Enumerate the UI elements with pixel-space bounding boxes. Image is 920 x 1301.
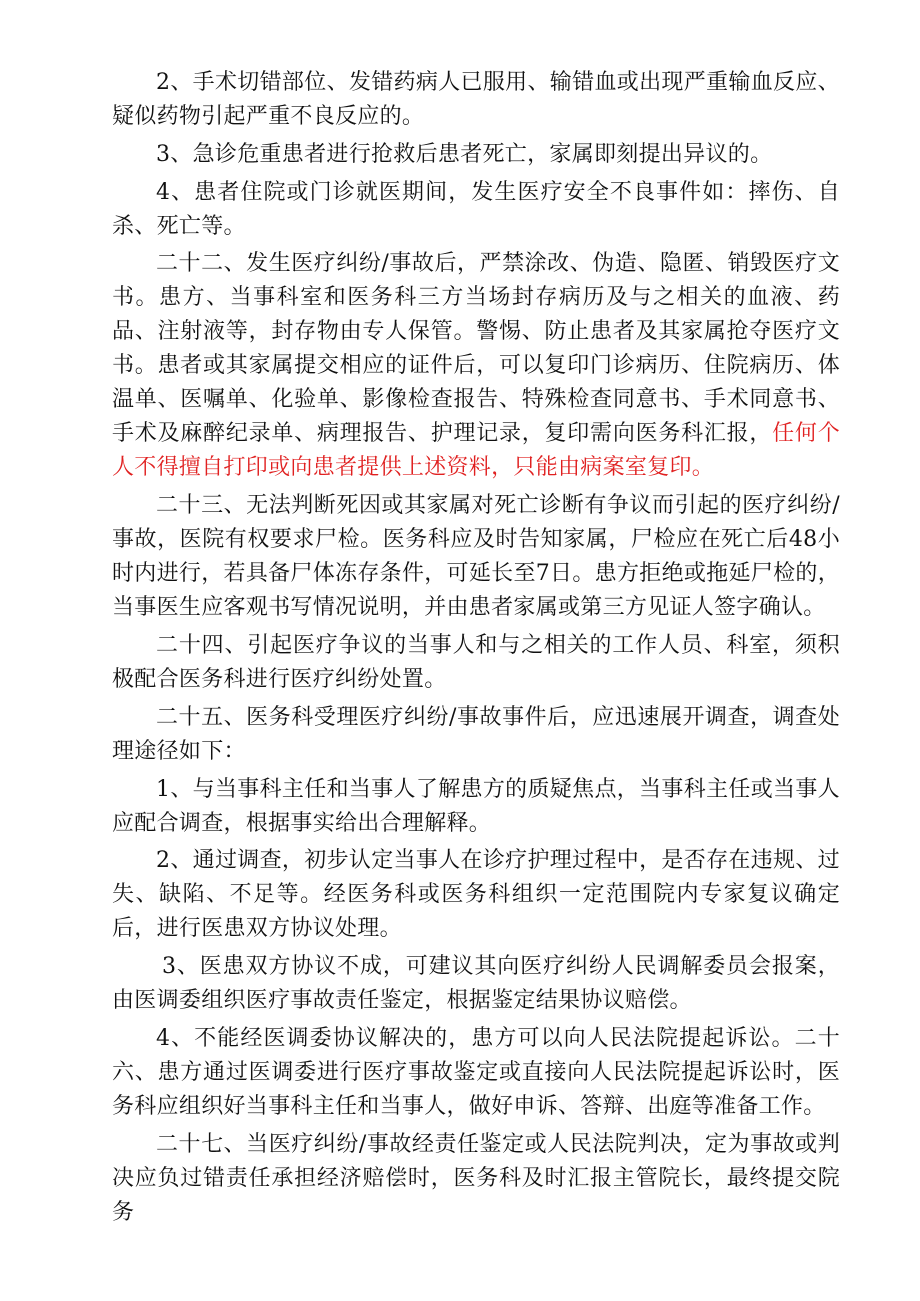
paragraph-step-2 [112,844,840,946]
paragraph-text: 二十四、引起医疗争议的当事人和与之相关的工作人员、科室，须积极配合医务科进行医疗纠纷处置。 [112,632,840,692]
paragraph-text: 2、通过调查，初步认定当事人在诊疗护理过程中，是否存在违规、过失、缺陷、不足等。经医务科或医务科组织一定范围院内专家复议确定后，进行医患双方协议处理。 [112,848,840,942]
paragraph-article-23 [112,489,840,625]
paragraph-item-4 [112,176,840,244]
paragraph-item-3 [112,138,840,172]
paragraph-text: 2、手术切错部位、发错药病人已服用、输错血或出现严重输血反应、疑似药物引起严重不良反应的。 [112,70,840,129]
paragraph-text: 3、急诊危重患者进行抢救后患者死亡，家属即刻提出异议的。 [156,141,773,167]
paragraph-text: 二十三、无法判断死因或其家属对死亡诊断有争议而引起的医疗纠纷/事故，医院有权要求尸检。医务科应及时告知家属，尸检应在死亡后48小时内进行，若具备尸体冻存条件，可延长至7日。患方拒绝或拖延尸检的，当事医生应客观书写情况说明，并由患者家属或第三方见证人签字确认。 [112,493,840,621]
paragraph-text: 4、患者住院或门诊就医期间，发生医疗安全不良事件如：摔伤、自杀、死亡等。 [112,179,840,239]
paragraph-step-4 [112,1022,840,1124]
paragraph-step-1 [112,773,840,841]
paragraph-text: 3、医患双方协议不成，可建议其向医疗纠纷人民调解委员会报案，由医调委组织医疗事故责任鉴定，根据鉴定结果协议赔偿。 [112,954,840,1014]
paragraph-text: 4、不能经医调委协议解决的，患方可以向人民法院提起诉讼。二十六、患方通过医调委进行医疗事故鉴定或直接向人民法院提起诉讼时，医务科应组织好当事科主任和当事人，做好申诉、答辩、出庭等准备工作。 [112,1025,840,1119]
paragraph-text: 二十二、发生医疗纠纷/事故后，严禁涂改、伪造、隐匿、销毁医疗文书。患方、当事科室和医务科三方当场封存病历及与之相关的血液、药品、注射液等，封存物由专人保管。警惕、防止患者及其家属抢夺医疗文书。患者或其家属提交相应的证件后，可以复印门诊病历、住院病历、体温单、医嘱单、化验单、影像检查报告、特殊检查同意书、手术同意书、手术及麻醉纪录单、病理报告、护理记录，复印需向医务科汇报， [112,251,840,447]
paragraph-article-27 [112,1128,840,1230]
paragraph-article-22 [112,247,840,485]
paragraph-text: 二十五、医务科受理医疗纠纷/事故事件后，应迅速展开调查，调查处理途径如下： [112,704,840,764]
paragraph-text: 1、与当事科主任和当事人了解患方的质疑焦点，当事科主任或当事人应配合调查，根据事实给出合理解释。 [112,776,840,836]
paragraph-step-3 [112,950,840,1018]
paragraph-text: 二十七、当医疗纠纷/事故经责任鉴定或人民法院判决，定为事故或判决应负过错责任承担经济赔偿时，医务科及时汇报主管院长，最终提交院务 [112,1131,840,1225]
paragraph-article-25 [112,701,840,769]
paragraph-article-24 [112,629,840,697]
highlighted-text: 任何个人不得擅自打印或向患者提供上述资料，只能由病案室复印。 [112,421,841,481]
paragraph-item-2 [112,66,840,134]
